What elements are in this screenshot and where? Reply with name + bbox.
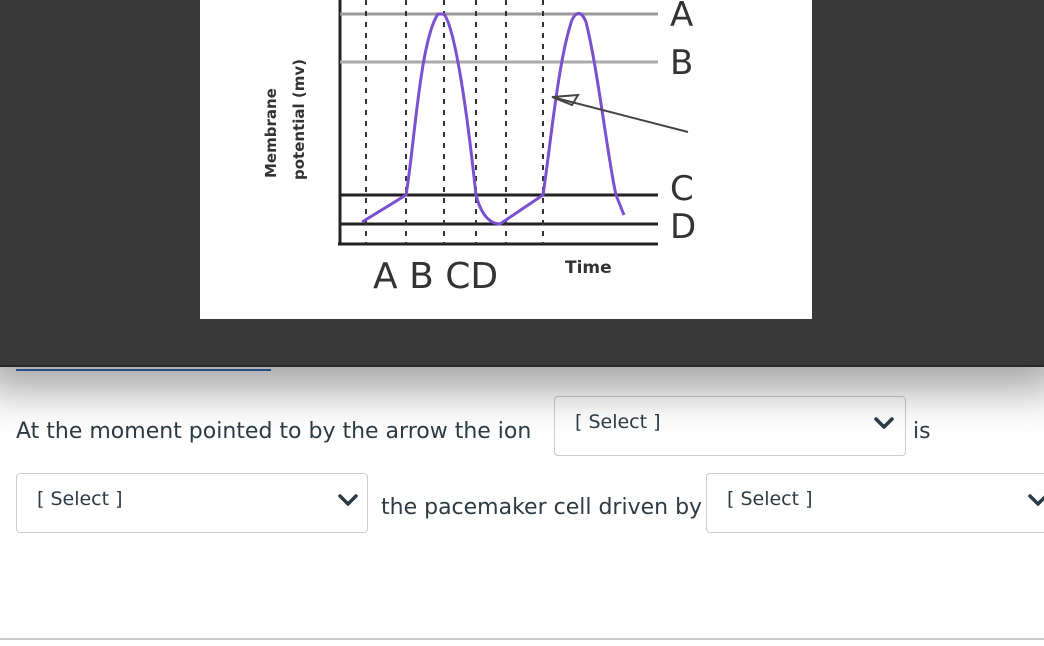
chevron-down-icon [873, 412, 895, 434]
question-text-part2: the pacemaker cell driven by [381, 495, 703, 520]
dashed-gridlines [366, 0, 543, 244]
y-axis-label-line1: Membrane [262, 88, 280, 178]
movement-select-value: [ Select ] [37, 488, 123, 510]
action-potential-figure [200, 0, 812, 319]
x-axis-label: Time [565, 258, 612, 278]
ion-select-value: [ Select ] [575, 411, 661, 433]
bottom-letters: A B CD [373, 256, 499, 297]
label-d: D [670, 207, 697, 247]
driver-select-dropdown[interactable] [706, 473, 1044, 533]
y-axis-label-line2: potential (mv) [290, 59, 308, 180]
question-body [0, 380, 1044, 610]
action-potential-graph [200, 0, 812, 319]
pointer-arrow-line [556, 98, 688, 132]
question-text-is: is [913, 419, 931, 444]
membrane-potential-trace [362, 13, 624, 224]
driver-select-value: [ Select ] [727, 488, 813, 510]
chevron-down-icon [337, 489, 359, 511]
label-b: B [670, 43, 694, 83]
ion-select-dropdown[interactable] [554, 396, 906, 456]
movement-select-dropdown[interactable] [16, 473, 368, 533]
label-c: C [670, 169, 694, 209]
question-divider [0, 638, 1044, 640]
question-text-part1: At the moment pointed to by the arrow the ion [16, 419, 532, 444]
chevron-down-icon [1027, 489, 1044, 511]
label-a: A [670, 0, 694, 35]
